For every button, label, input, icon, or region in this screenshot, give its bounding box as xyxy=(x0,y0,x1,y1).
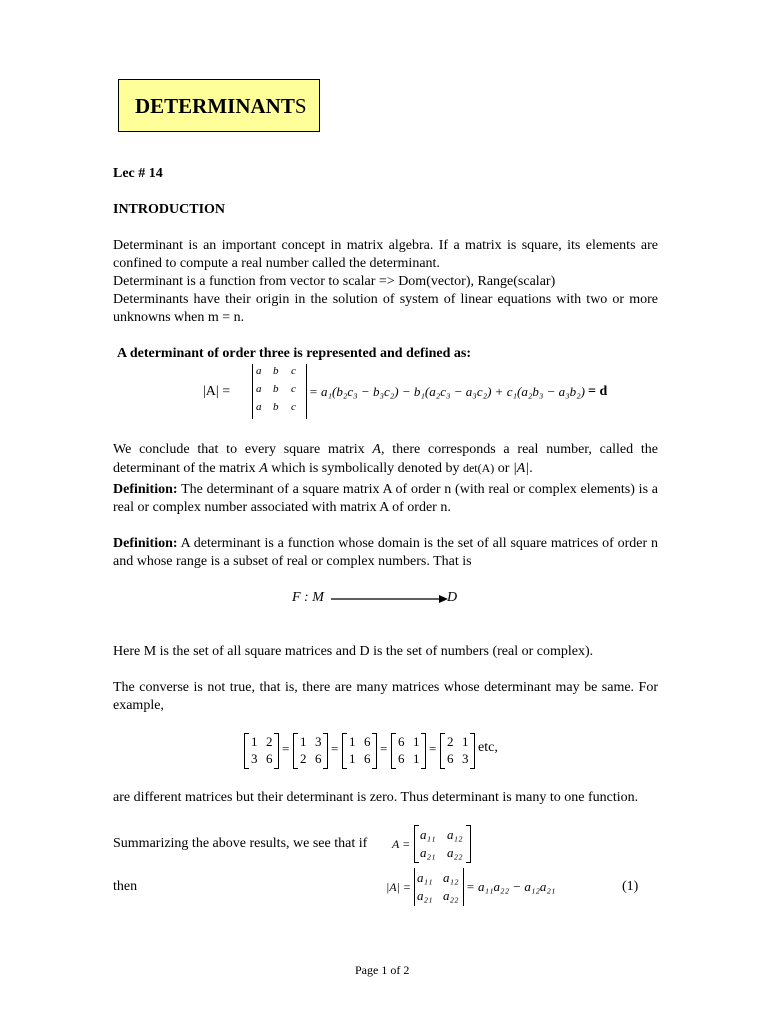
title-main: DETERMINANT xyxy=(135,94,295,118)
cell: a₁₂ xyxy=(443,870,459,885)
equals-sign: = xyxy=(429,741,437,756)
title-last-letter: S xyxy=(294,94,307,118)
cell: a₂₁ xyxy=(420,845,436,860)
cell: 6 xyxy=(447,751,454,766)
then-lhs: |A| = xyxy=(386,880,412,894)
here-paragraph: Here M is the set of all square matrices and D is the set of numbers (real or complex). xyxy=(113,644,594,659)
cell: a₁₂ xyxy=(447,827,463,842)
cell: b xyxy=(273,365,279,377)
cell: 2 xyxy=(300,751,307,766)
equation-number: (1) xyxy=(622,879,639,894)
cell: a₂₁ xyxy=(417,888,433,903)
title-box xyxy=(118,79,320,132)
different-paragraph: are different matrices but their determinant is zero. Thus determinant is many to one function. xyxy=(113,790,639,805)
cell: 1 xyxy=(349,734,356,749)
cell: 1 xyxy=(413,751,420,766)
then-determinant xyxy=(414,868,464,906)
intro-section xyxy=(113,237,658,327)
cell: 6 xyxy=(398,734,405,749)
equals-sign: = xyxy=(331,741,339,756)
then-rhs: = a₁₁a₂₂ − a₁₂a₂₁ xyxy=(466,879,556,894)
definition-label: Definition: xyxy=(113,482,178,497)
summary-matrix xyxy=(414,825,472,863)
cell: 1 xyxy=(300,734,307,749)
cell: a xyxy=(256,401,262,413)
order3-heading: A determinant of order three is represented and defined as: xyxy=(117,346,471,361)
lecture-number: Lec # 14 xyxy=(113,166,163,181)
equals-sign: = xyxy=(380,741,388,756)
cell: a₁₁ xyxy=(420,827,436,842)
cell: c xyxy=(291,365,296,377)
order3-result: = d xyxy=(588,384,608,399)
page-footer: Page 1 of 2 xyxy=(355,963,410,977)
summary-A: A = xyxy=(392,837,411,851)
cell: 1 xyxy=(413,734,420,749)
cell: a₂₂ xyxy=(447,845,463,860)
cell: a xyxy=(256,365,262,377)
mapping-range: D xyxy=(447,590,458,605)
intro-heading: INTRODUCTION xyxy=(113,202,226,217)
then-label: then xyxy=(113,879,138,894)
intro-paragraph-1: Determinant is an important concept in matrix algebra. If a matrix is square, its elements are confined to compute a real number called the determinant. xyxy=(113,238,658,271)
cell: 1 xyxy=(251,734,258,749)
cell: a₂₂ xyxy=(443,888,459,903)
cell: 6 xyxy=(398,751,405,766)
definition-label: Definition: xyxy=(113,536,178,551)
cell: c xyxy=(291,401,296,413)
order3-expansion: = a₁(b₂c₃ − b₃c₂) − b₁(a₂c₃ − a₃c₂) + c₁(a₂b₃ − a₃b₂) xyxy=(309,384,586,399)
cell: 2 xyxy=(447,734,454,749)
mapping-arrow xyxy=(331,592,449,606)
cell: b xyxy=(273,401,279,413)
order3-determinant xyxy=(252,364,307,419)
cell: b xyxy=(273,383,279,395)
cell: c xyxy=(291,383,296,395)
equals-sign: = xyxy=(282,741,290,756)
cell: 1 xyxy=(349,751,356,766)
cell: 6 xyxy=(364,751,371,766)
definition-1: Definition: The determinant of a square matrix A of order n (with real or complex elements) is a real or complex number associated with matrix A of order n. xyxy=(113,482,658,515)
conclusion-paragraph: We conclude that to every square matrix A, there corresponds a real number, called the determinant of the matrix A which is symbolically denoted by det(A) or |A|. xyxy=(113,442,658,476)
cell: 6 xyxy=(364,734,371,749)
examples-etc: etc, xyxy=(478,740,498,755)
cell: 3 xyxy=(251,751,258,766)
cell: 6 xyxy=(315,751,322,766)
det-notation: det(A) xyxy=(462,461,495,475)
cell: 2 xyxy=(266,734,273,749)
example-matrices xyxy=(244,733,504,769)
intro-paragraph-3: Determinants have their origin in the solution of system of linear equations with two or more unknowns when m = n. xyxy=(113,292,658,325)
cell: a₁₁ xyxy=(417,870,433,885)
converse-paragraph: The converse is not true, that is, there are many matrices whose determinant may be same. For example, xyxy=(113,680,658,713)
summary-text: Summarizing the above results, we see that if xyxy=(113,836,368,851)
cell: 1 xyxy=(462,734,469,749)
cell: 3 xyxy=(462,751,469,766)
cell: 6 xyxy=(266,751,273,766)
definition-2: Definition: A determinant is a function whose domain is the set of all square matrices of order n and whose range is a subset of real or complex numbers. That is xyxy=(113,536,658,569)
cell: 3 xyxy=(315,734,322,749)
intro-paragraph-2: Determinant is a function from vector to scalar => Dom(vector), Range(scalar) xyxy=(113,274,556,289)
mapping-domain: F : M xyxy=(292,590,324,605)
abs-notation: |A| xyxy=(512,461,530,476)
cell: a xyxy=(256,383,262,395)
order3-lhs: |A| = xyxy=(203,384,231,399)
